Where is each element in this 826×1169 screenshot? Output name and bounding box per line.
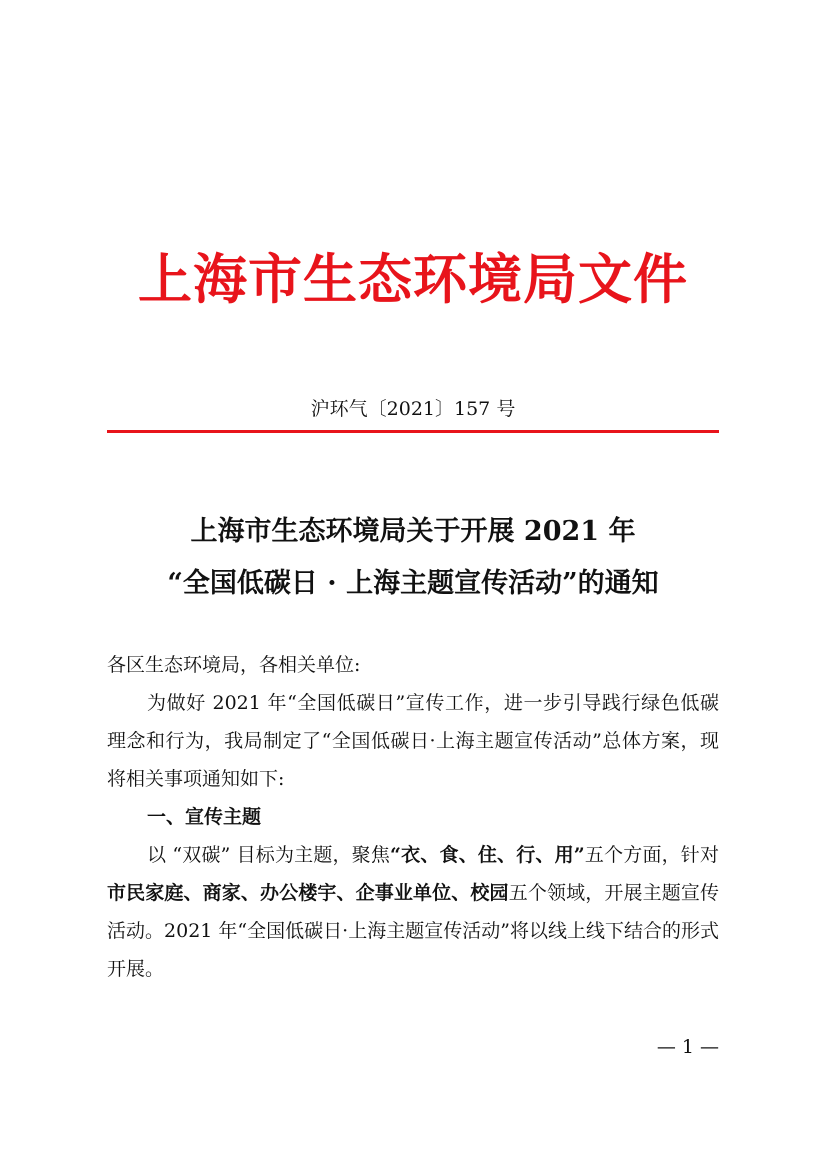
theme-text-part-3: 五个领域，开展主题宣传活动。2021 年“全国低碳日·上海主题宣传活动”将以线上线下结合的形式开展。 — [107, 882, 719, 980]
theme-text-part-1: 以 “双碳” 目标为主题，聚焦 — [147, 844, 391, 866]
notice-title — [0, 506, 826, 610]
notice-title-line-2: “全国低碳日 · 上海主题宣传活动”的通知 — [167, 568, 659, 599]
section-paragraph-theme — [107, 836, 719, 988]
document-number: 沪环气〔2021〕157 号 — [310, 398, 516, 420]
salutation: 各区生态环境局，各相关单位: — [107, 654, 361, 676]
theme-text-part-2: 五个方面，针对 — [584, 844, 719, 866]
theme-target-domains: 市民家庭、商家、办公楼宇、企事业单位、校园 — [107, 882, 509, 904]
document-body — [107, 646, 719, 988]
notice-title-line-1: 上海市生态环境局关于开展 2021 年 — [190, 516, 636, 547]
red-divider-line — [107, 430, 719, 433]
masthead-title: 上海市生态环境局文件 — [138, 248, 688, 311]
section-heading-theme: 一、宣传主题 — [147, 806, 262, 828]
intro-paragraph: 为做好 2021 年“全国低碳日”宣传工作，进一步引导践行绿色低碳理念和行为，我局制定了“全国低碳日·上海主题宣传活动”总体方案，现将相关事项通知如下: — [107, 692, 719, 790]
page-number: — 1 — — [656, 1036, 719, 1058]
theme-focus-aspects: “衣、食、住、行、用” — [390, 844, 585, 866]
